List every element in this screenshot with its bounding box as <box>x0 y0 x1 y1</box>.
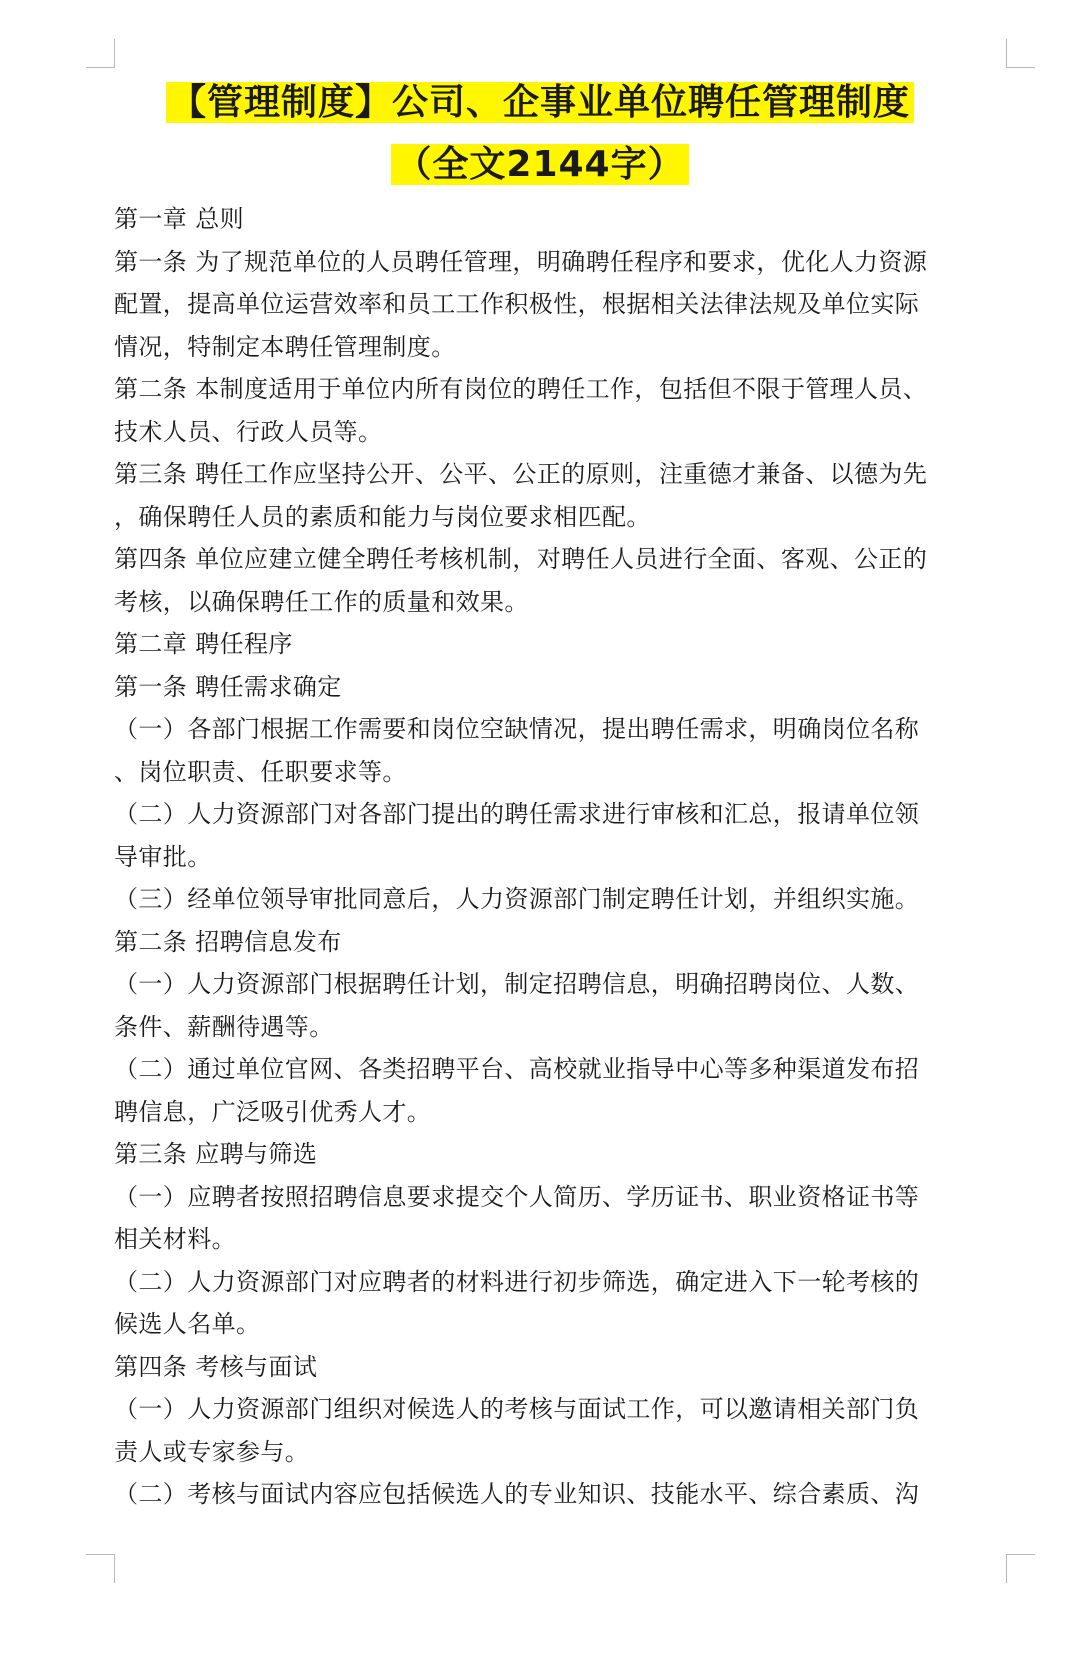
text-line: 第一条 为了规范单位的人员聘任管理，明确聘任程序和要求，优化人力资源 <box>114 247 928 276</box>
text-line: ，确保聘任人员的素质和能力与岗位要求相匹配。 <box>114 502 651 531</box>
page-corner-mark-top-left <box>86 39 115 68</box>
text-line: 导审批。 <box>114 842 212 871</box>
page-corner-mark-bottom-right <box>1006 1554 1035 1583</box>
text-line: 第二条 招聘信息发布 <box>114 927 342 956</box>
text-line: （三）经单位领导审批同意后，人力资源部门制定聘任计划，并组织实施。 <box>114 885 920 913</box>
text-line: 、岗位职责、任职要求等。 <box>114 757 407 786</box>
text-line: 第四条 单位应建立健全聘任考核机制，对聘任人员进行全面、客观、公正的 <box>114 545 928 573</box>
text-line: （二）人力资源部门对应聘者的材料进行初步筛选，确定进入下一轮考核的 <box>114 1267 920 1296</box>
text-line: 第三条 应聘与筛选 <box>114 1140 318 1168</box>
document-body <box>114 198 1000 1516</box>
text-line: 情况，特制定本聘任管理制度。 <box>114 332 456 361</box>
text-line: 配置，提高单位运营效率和员工工作积极性，根据相关法律法规及单位实际 <box>114 290 920 318</box>
text-line: 考核，以确保聘任工作的质量和效果。 <box>114 587 529 616</box>
text-line: （二）人力资源部门对各部门提出的聘任需求进行审核和汇总，报请单位领 <box>114 800 920 828</box>
document-subtitle <box>0 142 1080 188</box>
text-line: 第一章 总则 <box>114 205 245 233</box>
text-line: 第四条 考核与面试 <box>114 1352 318 1381</box>
text-line: 相关材料。 <box>114 1225 236 1253</box>
text-line: 候选人名单。 <box>114 1310 261 1338</box>
text-line: （一）人力资源部门根据聘任计划，制定招聘信息，明确招聘岗位、人数、 <box>114 970 920 998</box>
text-line: 第二条 本制度适用于单位内所有岗位的聘任工作，包括但不限于管理人员、 <box>114 375 928 403</box>
page-corner-mark-top-right <box>1006 39 1035 68</box>
document-title <box>0 80 1080 126</box>
text-line: 技术人员、行政人员等。 <box>114 417 383 446</box>
text-line: 第三条 聘任工作应坚持公开、公平、公正的原则，注重德才兼备、以德为先 <box>114 460 928 488</box>
text-line: （一）人力资源部门组织对候选人的考核与面试工作，可以邀请相关部门负 <box>114 1395 920 1423</box>
text-line: 聘信息，广泛吸引优秀人才。 <box>114 1097 432 1126</box>
document-subtitle-text: （全文2144字） <box>391 144 688 185</box>
document-title-text: 【管理制度】公司、企事业单位聘任管理制度 <box>166 82 914 123</box>
text-line: （一）各部门根据工作需要和岗位空缺情况，提出聘任需求，明确岗位名称 <box>114 715 920 743</box>
text-line: 责人或专家参与。 <box>114 1437 310 1466</box>
text-line: （二）通过单位官网、各类招聘平台、高校就业指导中心等多种渠道发布招 <box>114 1055 920 1083</box>
page-corner-mark-bottom-left <box>86 1554 115 1583</box>
text-line: （二）考核与面试内容应包括候选人的专业知识、技能水平、综合素质、沟 <box>114 1480 920 1508</box>
text-line: （一）应聘者按照招聘信息要求提交个人简历、学历证书、职业资格证书等 <box>114 1182 920 1211</box>
text-line: 条件、薪酬待遇等。 <box>114 1012 334 1041</box>
text-line: 第二章 聘任程序 <box>114 630 293 658</box>
text-line: 第一条 聘任需求确定 <box>114 672 342 701</box>
